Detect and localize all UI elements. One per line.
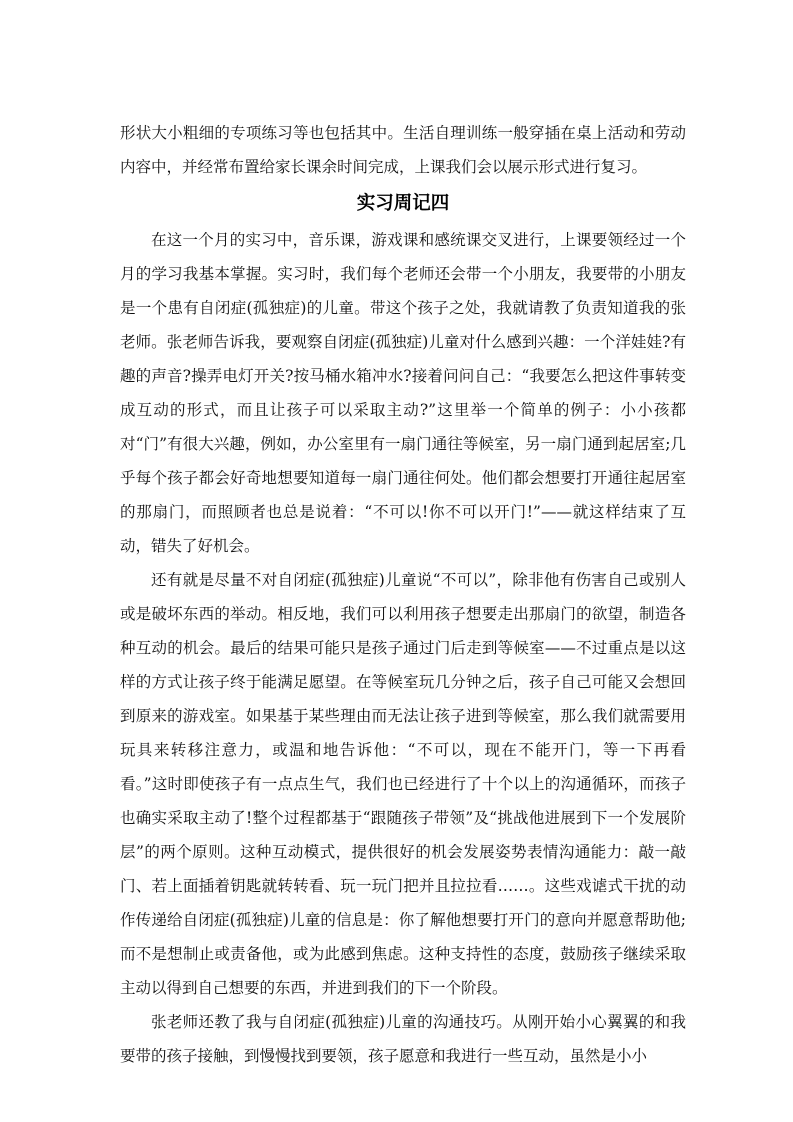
section-title: 实习周记四 xyxy=(356,193,450,214)
document-page xyxy=(120,116,686,1073)
body-paragraph-3: 张老师还教了我与自闭症(孤独症)儿童的沟通技巧。从刚开始小心翼翼的和我要带的孩子接触，到慢慢找到要领，孩子愿意和我进行一些互动，虽然是小小 xyxy=(120,1013,686,1065)
intro-paragraph: 形状大小粗细的专项练习等也包括其中。生活自理训练一般穿插在桌上活动和劳动内容中，并经常布置给家长课余时间完成，上课我们会以展示形式进行复习。 xyxy=(120,124,686,176)
body-paragraph-1: 在这一个月的实习中，音乐课，游戏课和感统课交叉进行，上课要领经过一个月的学习我基本掌握。实习时，我们每个老师还会带一个小朋友，我要带的小朋友是一个患有自闭症(孤独症)的儿童。带这个孩子之处，我就请教了负责知道我的张老师。张老师告诉我，要观察自闭症(孤独症)儿童对什么感到兴趣：一个洋娃娃?有趣的声音?操弄电灯开关?按马桶水箱冲水?接着问问自己：“我要怎么把这件事转变成互动的形式，而且让孩子可以采取主动?”这里举一个简单的例子：小小孩都对“门”有很大兴趣，例如，办公室里有一扇门通往等候室，另一扇门通到起居室;几乎每个孩子都会好奇地想要知道每一扇门通往何处。他们都会想要打开通往起居室的那扇门，而照顾者也总是说着：“不可以!你不可以开门!”——就这样结束了互动，错失了好机会。 xyxy=(120,231,686,555)
body-paragraph-2: 还有就是尽量不对自闭症(孤独症)儿童说“不可以”，除非他有伤害自己或别人或是破坏东西的举动。相反地，我们可以利用孩子想要走出那扇门的欲望，制造各种互动的机会。最后的结果可能只是孩子通过门后走到等候室——不过重点是以这样的方式让孩子终于能满足愿望。在等候室玩几分钟之后，孩子自己可能又会想回到原来的游戏室。如果基于某些理由而无法让孩子进到等候室，那么我们就需要用玩具来转移注意力，或温和地告诉他：“不可以，现在不能开门，等一下再看看。”这时即使孩子有一点点生气，我们也已经进行了十个以上的沟通循环，而孩子也确实采取主动了!整个过程都基于“跟随孩子带领”及“挑战他进展到下一个发展阶层”的两个原则。这种互动模式，提供很好的机会发展姿势表情沟通能力：敲一敲门、若上面插着钥匙就转转看、玩一玩门把并且拉拉看……。这些戏谑式干扰的动作传递给自闭症(孤独症)儿童的信息是：你了解他想要打开门的意向并愿意帮助他;而不是想制止或责备他，或为此感到焦虑。这种支持性的态度，鼓励孩子继续采取主动以得到自己想要的东西，并进到我们的下一个阶段。 xyxy=(120,571,686,997)
